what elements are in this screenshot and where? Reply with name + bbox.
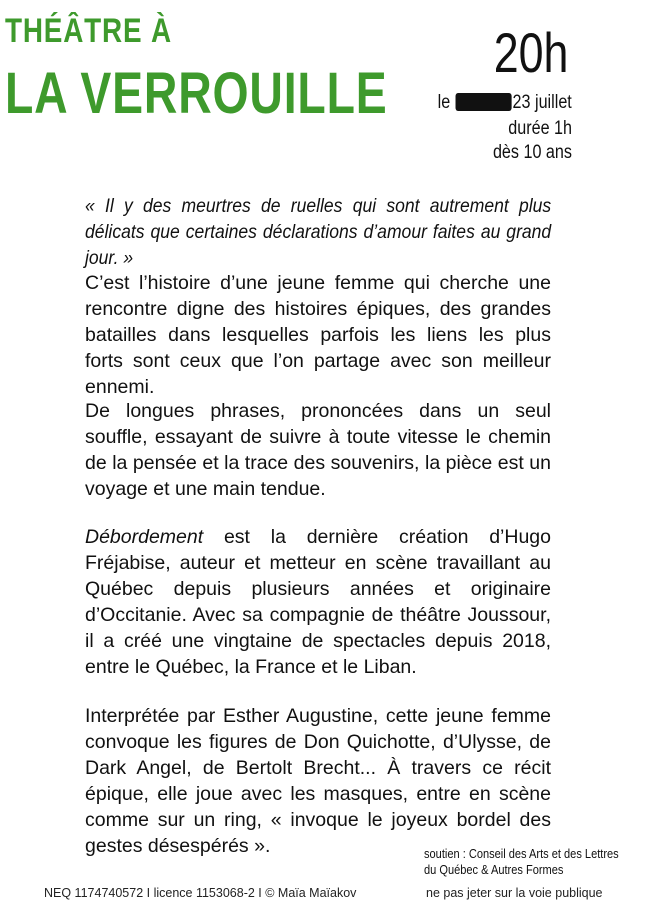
date-suffix: 23 juillet xyxy=(512,92,572,113)
support-line-2: du Québec & Autres Formes xyxy=(424,862,564,877)
legal-footer: NEQ 1174740572 I licence 1153068-2 I © Maïa Maïakov xyxy=(44,886,357,900)
show-duration: durée 1h xyxy=(508,118,572,139)
paragraph-1-text: C’est l’histoire d’une jeune femme qui cherche une rencontre digne des histoires épiques, des grandes batailles dans lesquelles parfois les liens les plus forts sont ceux que l’on partage avec son meilleur ennemi. xyxy=(85,272,551,398)
paragraph-2-text: De longues phrases, prononcées dans un seul souffle, essayant de suivre à toute vitesse le chemin de la pensée et la trace des souvenirs, la pièce est un voyage et une main tendue. xyxy=(85,400,551,500)
play-title: Débordement xyxy=(85,526,204,548)
paragraph-3 xyxy=(85,524,551,680)
quote-block xyxy=(85,193,551,271)
title-line-1: THÉÂTRE À xyxy=(5,12,172,50)
paragraph-4-text: Interprétée par Esther Augustine, cette jeune femme convoque les figures de Don Quichotte, d’Ulysse, de Dark Angel, de Bertolt Brecht... À travers ce récit épique, elle joue avec les masques, entre en scène comme sur un ring, « invoque le joyeux bordel des gestes désespérés ». xyxy=(85,705,551,857)
support-line-1: soutien : Conseil des Arts et des Lettres xyxy=(424,846,619,861)
paragraph-1 xyxy=(85,270,551,400)
quote-text: « Il y des meurtres de ruelles qui sont autrement plus délicats que certaines déclarations d’amour faites au grand jour. » xyxy=(85,195,552,269)
support-credits xyxy=(424,846,619,878)
paragraph-4 xyxy=(85,703,551,859)
date-prefix: le xyxy=(437,92,451,113)
paragraph-3-text xyxy=(85,524,551,680)
show-date xyxy=(438,92,572,114)
title-line-2: LA VERROUILLE xyxy=(5,61,388,126)
paragraph-3-rest: est la dernière création d’Hugo Fréjabise, auteur et metteur en scène travaillant au Québec depuis plusieurs années et originaire d’Occitanie. Avec sa compagnie de théâtre Joussour, il a créé une vingtaine de spectacles depuis 2018, entre le Québec, la France et le Liban. xyxy=(85,526,551,678)
redacted-mark xyxy=(456,93,512,111)
notice-footer: ne pas jeter sur la voie publique xyxy=(426,886,603,900)
show-time: 20h xyxy=(493,21,568,84)
age-limit: dès 10 ans xyxy=(492,142,572,163)
paragraph-2 xyxy=(85,398,551,502)
